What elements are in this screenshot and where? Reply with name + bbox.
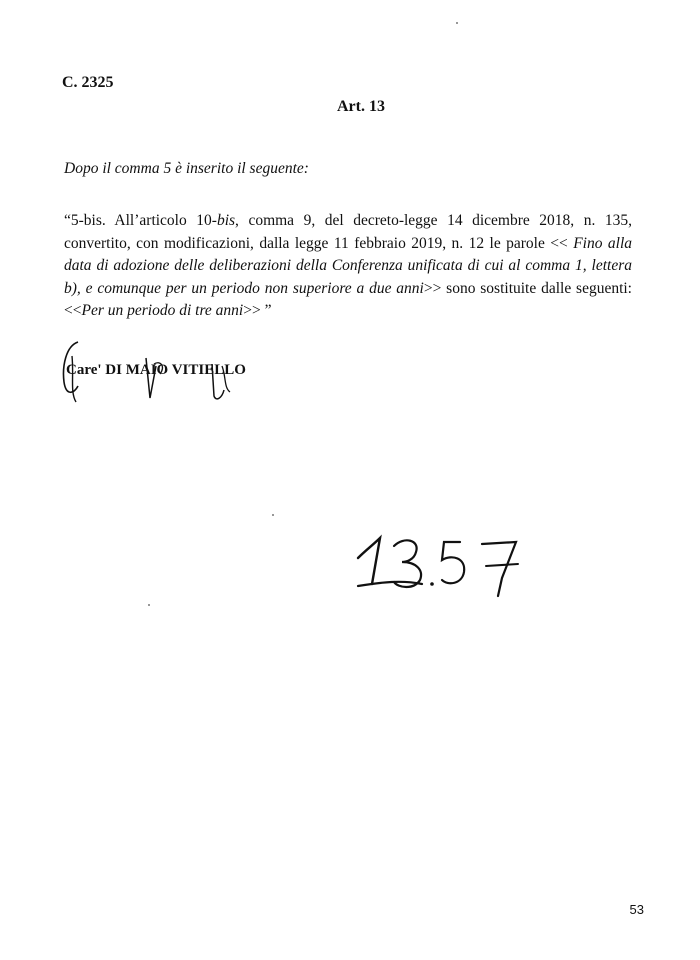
amendment-text-part: >> ” (243, 302, 272, 319)
article-label: Art. 13 (337, 98, 385, 115)
amendment-text-italic: bis (216, 212, 236, 229)
paper-speck (148, 604, 150, 606)
bill-code: C. 2325 (62, 74, 114, 91)
amendment-text-italic: Fino alla data di adozione delle deliberazioni della Conferenza unificata di cui al comma 1, lettera b), e comunque per un periodo non superiore a due anni (64, 234, 632, 297)
paper-speck (272, 514, 274, 516)
page-number: 53 (629, 902, 644, 917)
handwritten-signature (56, 336, 276, 416)
article-heading (0, 98, 700, 116)
paper-speck (456, 22, 458, 24)
handwritten-time (352, 528, 532, 600)
amendment-text-part: , comma 9, del decreto-legge 14 dicembre 2018, n. 135, convertito, con modificazioni, dalla legge 11 febbraio 2019, n. 12 le parole << (64, 212, 632, 252)
amendment-intro: Dopo il comma 5 è inserito il seguente: (64, 160, 309, 177)
amendment-text-italic: Per un periodo di tre anni (81, 302, 244, 319)
amendment-text-part: >> sono sostituite dalle seguenti: << (64, 279, 632, 319)
amendment-text (64, 210, 632, 323)
signatories: Care' DI MAIO VITIELLO (66, 362, 246, 378)
amendment-text-part: “5-bis. All’articolo 10- (64, 212, 217, 229)
